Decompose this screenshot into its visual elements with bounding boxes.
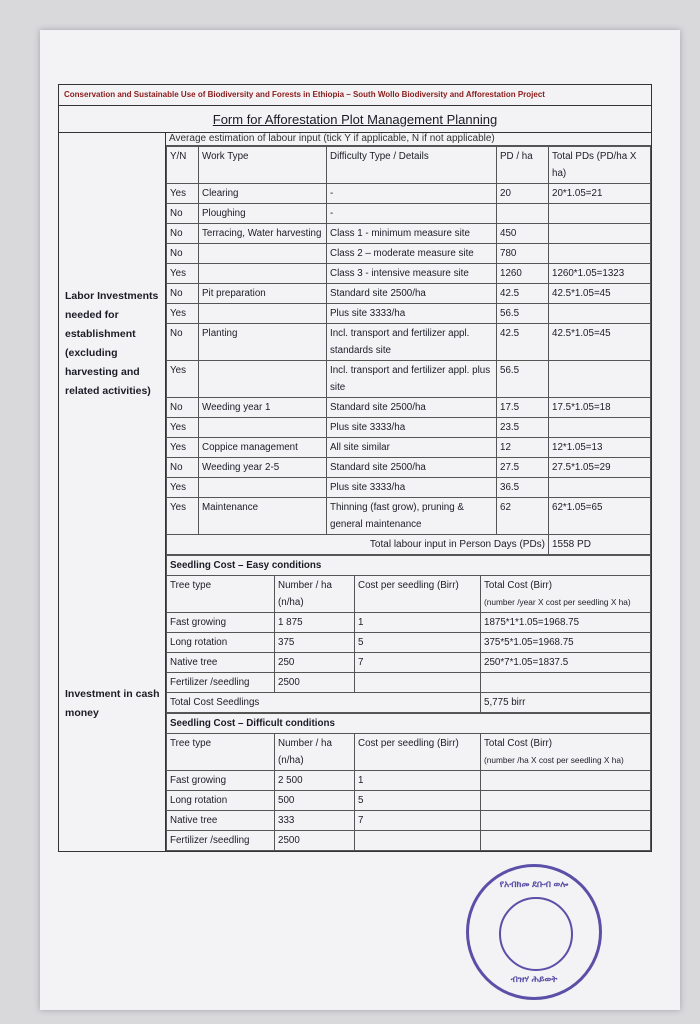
stamp-text-top: የአብክመ ደቡብ ወሎ (499, 879, 569, 889)
labor-cell-1 (199, 418, 327, 438)
labor-cell-4: 42.5*1.05=45 (549, 284, 651, 304)
easy-col-total: Total Cost (Birr) (number /year X cost per seedling X ha) (481, 576, 651, 613)
easy-cell-3: 1875*1*1.05=1968.75 (481, 613, 651, 633)
labor-cell-4: 12*1.05=13 (549, 438, 651, 458)
easy-cell-0: Native tree (167, 653, 275, 673)
easy-row (167, 653, 651, 673)
easy-row (167, 633, 651, 653)
labor-row (167, 264, 651, 284)
labor-cell-0: No (167, 224, 199, 244)
labor-cell-1: Terracing, Water harvesting (199, 224, 327, 244)
labor-row (167, 458, 651, 478)
labor-cell-1: Coppice management (199, 438, 327, 458)
labor-cell-2: Thinning (fast grow), pruning & general maintenance (327, 498, 497, 535)
difficult-cell-0: Long rotation (167, 791, 275, 811)
labor-note: Average estimation of labour input (tick Y if applicable, N if not applicable) (166, 133, 651, 146)
difficult-cell-2: 5 (355, 791, 481, 811)
labor-cell-1 (199, 304, 327, 324)
labor-cell-0: Yes (167, 478, 199, 498)
difficult-title: Seedling Cost – Difficult conditions (167, 714, 651, 734)
difficult-cell-1: 2 500 (275, 771, 355, 791)
difficult-cell-0: Fast growing (167, 771, 275, 791)
labor-cell-4 (549, 244, 651, 264)
labor-cell-4: 62*1.05=65 (549, 498, 651, 535)
labor-cell-2: Class 3 - intensive measure site (327, 264, 497, 284)
difficult-cell-2: 1 (355, 771, 481, 791)
labor-row (167, 204, 651, 224)
labor-cell-0: Yes (167, 361, 199, 398)
labor-cell-3: 1260 (497, 264, 549, 284)
easy-row (167, 673, 651, 693)
difficult-row (167, 771, 651, 791)
stamp-text-bottom: ብዝሃ ሕይወት (510, 974, 558, 984)
difficult-row (167, 791, 651, 811)
easy-cell-1: 250 (275, 653, 355, 673)
labor-cell-0: No (167, 458, 199, 478)
labor-cell-3: 42.5 (497, 284, 549, 304)
labor-row (167, 498, 651, 535)
labor-cell-0: No (167, 324, 199, 361)
difficult-col-total: Total Cost (Birr) (number /ha X cost per seedling X ha) (481, 734, 651, 771)
labor-cell-0: Yes (167, 304, 199, 324)
labor-cell-1: Clearing (199, 184, 327, 204)
labor-row (167, 224, 651, 244)
labor-cell-4 (549, 478, 651, 498)
difficult-cell-1: 2500 (275, 831, 355, 851)
difficult-cell-0: Native tree (167, 811, 275, 831)
labor-cell-3: 36.5 (497, 478, 549, 498)
labor-cell-2: - (327, 184, 497, 204)
labor-cell-0: No (167, 204, 199, 224)
easy-header-row (167, 576, 651, 613)
labor-cell-3: 27.5 (497, 458, 549, 478)
labor-row (167, 478, 651, 498)
labor-cell-4 (549, 204, 651, 224)
labor-cell-4 (549, 361, 651, 398)
easy-cell-2: 5 (355, 633, 481, 653)
easy-cell-3: 375*5*1.05=1968.75 (481, 633, 651, 653)
labor-cell-4 (549, 224, 651, 244)
col-pd-ha: PD / ha (497, 147, 549, 184)
cash-section (58, 555, 652, 852)
easy-cell-2 (355, 673, 481, 693)
easy-cell-0: Long rotation (167, 633, 275, 653)
labor-total-row (167, 535, 651, 555)
stamp-inner-ring (499, 897, 573, 971)
easy-total-label: Total Cost Seedlings (167, 693, 481, 713)
labor-row (167, 304, 651, 324)
labor-cell-1 (199, 264, 327, 284)
labor-cell-3: 56.5 (497, 304, 549, 324)
difficult-cell-3 (481, 771, 651, 791)
easy-total-row (167, 693, 651, 713)
labor-cell-0: No (167, 398, 199, 418)
labor-cell-0: Yes (167, 418, 199, 438)
easy-cell-0: Fertilizer /seedling (167, 673, 275, 693)
easy-cell-2: 1 (355, 613, 481, 633)
difficult-cell-0: Fertilizer /seedling (167, 831, 275, 851)
labor-table (166, 146, 651, 555)
difficult-cell-3 (481, 831, 651, 851)
labor-cell-2: Standard site 2500/ha (327, 398, 497, 418)
labor-cell-2: - (327, 204, 497, 224)
labor-cell-3 (497, 204, 549, 224)
labor-cell-3: 17.5 (497, 398, 549, 418)
labor-cell-1: Weeding year 1 (199, 398, 327, 418)
difficult-cell-2: 7 (355, 811, 481, 831)
labor-row (167, 418, 651, 438)
official-stamp (466, 864, 602, 1000)
labor-cell-4: 1260*1.05=1323 (549, 264, 651, 284)
labor-cell-2: Standard site 2500/ha (327, 284, 497, 304)
difficult-cell-1: 500 (275, 791, 355, 811)
col-yn: Y/N (167, 147, 199, 184)
labor-label: Labor Investments needed for establishment (excluding harvesting and related activities) (59, 133, 166, 555)
easy-col-tree: Tree type (167, 576, 275, 613)
col-difficulty: Difficulty Type / Details (327, 147, 497, 184)
labor-row (167, 184, 651, 204)
difficult-row (167, 811, 651, 831)
labor-cell-4: 42.5*1.05=45 (549, 324, 651, 361)
labor-row (167, 284, 651, 304)
labor-cell-1 (199, 361, 327, 398)
form-sheet (58, 84, 652, 852)
labor-cell-0: No (167, 244, 199, 264)
labor-section (58, 133, 652, 555)
easy-col-number: Number / ha (n/ha) (275, 576, 355, 613)
labor-cell-1 (199, 244, 327, 264)
labor-cell-2: Plus site 3333/ha (327, 304, 497, 324)
labor-row (167, 438, 651, 458)
labor-cell-0: Yes (167, 184, 199, 204)
easy-cell-1: 2500 (275, 673, 355, 693)
labor-cell-0: Yes (167, 438, 199, 458)
labor-cell-3: 20 (497, 184, 549, 204)
labor-cell-2: Standard site 2500/ha (327, 458, 497, 478)
labor-cell-2: Class 1 - minimum measure site (327, 224, 497, 244)
easy-row (167, 613, 651, 633)
labor-total-value: 1558 PD (549, 535, 651, 555)
labor-cell-2: Incl. transport and fertilizer appl. plus site (327, 361, 497, 398)
difficult-col-number: Number / ha (n/ha) (275, 734, 355, 771)
easy-cell-3 (481, 673, 651, 693)
labor-row (167, 361, 651, 398)
difficult-row (167, 831, 651, 851)
labor-cell-3: 42.5 (497, 324, 549, 361)
easy-title: Seedling Cost – Easy conditions (167, 556, 651, 576)
project-header: Conservation and Sustainable Use of Biodiversity and Forests in Ethiopia – South Wollo Biodiversity and Afforestation Project (58, 84, 652, 105)
labor-cell-1: Pit preparation (199, 284, 327, 304)
easy-cell-3: 250*7*1.05=1837.5 (481, 653, 651, 673)
labor-row (167, 244, 651, 264)
labor-cell-4: 27.5*1.05=29 (549, 458, 651, 478)
easy-cell-0: Fast growing (167, 613, 275, 633)
labor-cell-3: 56.5 (497, 361, 549, 398)
easy-cell-1: 375 (275, 633, 355, 653)
easy-cell-2: 7 (355, 653, 481, 673)
col-total-pds: Total PDs (PD/ha X ha) (549, 147, 651, 184)
difficult-col-tree: Tree type (167, 734, 275, 771)
labor-cell-0: Yes (167, 264, 199, 284)
labor-cell-4 (549, 304, 651, 324)
labor-cell-4 (549, 418, 651, 438)
labor-row (167, 324, 651, 361)
form-title: Form for Afforestation Plot Management Planning (58, 105, 652, 133)
labor-row (167, 398, 651, 418)
labor-cell-1 (199, 478, 327, 498)
labor-cell-4: 20*1.05=21 (549, 184, 651, 204)
difficult-cell-3 (481, 791, 651, 811)
labor-cell-3: 12 (497, 438, 549, 458)
labor-cell-3: 23.5 (497, 418, 549, 438)
difficult-cell-1: 333 (275, 811, 355, 831)
labor-cell-4: 17.5*1.05=18 (549, 398, 651, 418)
easy-col-cost: Cost per seedling (Birr) (355, 576, 481, 613)
labor-cell-3: 62 (497, 498, 549, 535)
easy-table (166, 555, 651, 713)
difficult-cell-2 (355, 831, 481, 851)
col-work-type: Work Type (199, 147, 327, 184)
labor-cell-1: Planting (199, 324, 327, 361)
labor-header-row (167, 147, 651, 184)
labor-cell-1: Maintenance (199, 498, 327, 535)
easy-total-value: 5,775 birr (481, 693, 651, 713)
labor-total-label: Total labour input in Person Days (PDs) (167, 535, 549, 555)
labor-cell-3: 450 (497, 224, 549, 244)
labor-cell-2: Incl. transport and fertilizer appl. standards site (327, 324, 497, 361)
difficult-col-cost: Cost per seedling (Birr) (355, 734, 481, 771)
labor-cell-1: Weeding year 2-5 (199, 458, 327, 478)
labor-cell-2: All site similar (327, 438, 497, 458)
difficult-cell-3 (481, 811, 651, 831)
labor-cell-2: Plus site 3333/ha (327, 478, 497, 498)
labor-cell-1: Ploughing (199, 204, 327, 224)
difficult-header-row (167, 734, 651, 771)
cash-label: Investment in cash money (59, 555, 166, 851)
labor-cell-2: Class 2 – moderate measure site (327, 244, 497, 264)
labor-cell-0: Yes (167, 498, 199, 535)
labor-cell-2: Plus site 3333/ha (327, 418, 497, 438)
labor-cell-0: No (167, 284, 199, 304)
easy-cell-1: 1 875 (275, 613, 355, 633)
difficult-table (166, 713, 651, 851)
labor-cell-3: 780 (497, 244, 549, 264)
